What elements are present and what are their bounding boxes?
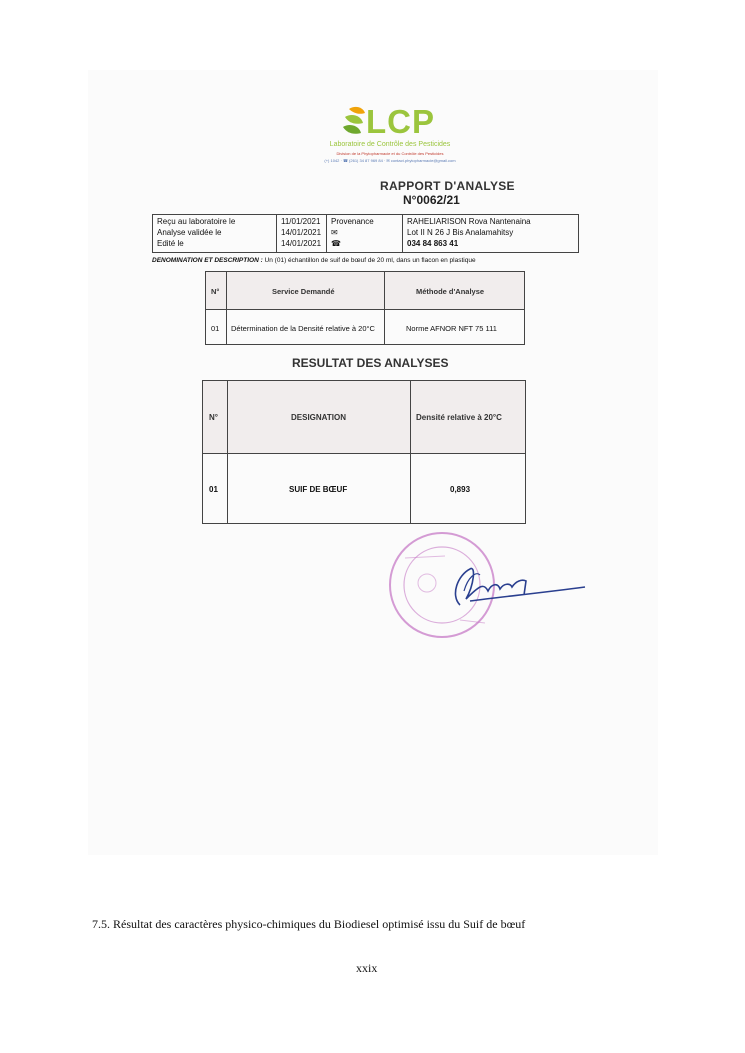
- info-dates: [277, 215, 327, 253]
- lab-division: Division de la Phytopharmacie et du Contrôle des Pesticides: [336, 151, 444, 156]
- table-divider: [226, 272, 227, 344]
- logo-letters: LCP: [366, 103, 435, 140]
- client-name: RAHELIARISON Rova Nantenaina: [407, 217, 531, 226]
- lcp-logo: [290, 103, 490, 165]
- services-table: [205, 271, 525, 345]
- report-title: RAPPORT D'ANALYSE: [380, 179, 515, 193]
- field-provenance: Provenance: [331, 217, 374, 226]
- page-number: xxix: [356, 961, 378, 975]
- table-divider: [410, 381, 411, 523]
- results-header-no: N°: [209, 413, 218, 422]
- label-edited: Edité le: [157, 239, 184, 248]
- services-header-service: Service Demandé: [272, 287, 335, 296]
- description-text: Un (01) échantillon de suif de bœuf de 20 ml, dans un flacon en plastique: [262, 257, 476, 264]
- report-number: N°0062/21: [403, 193, 460, 207]
- figure-caption: 7.5. Résultat des caractères physico-chimiques du Biodiesel optimisé issu du Suif de bœuf: [92, 917, 526, 931]
- services-header-method: Méthode d'Analyse: [416, 287, 485, 296]
- info-labels: [153, 215, 277, 253]
- results-header-designation: DESIGNATION: [291, 413, 346, 422]
- services-cell-method: Norme AFNOR NFT 75 111: [406, 324, 497, 333]
- date-validated: 14/01/2021: [281, 228, 322, 237]
- date-received: 11/01/2021: [281, 217, 321, 226]
- description: [152, 257, 476, 264]
- services-cell-service: Détermination de la Densité relative à 20°C: [231, 324, 375, 333]
- envelope-icon: ✉: [331, 228, 338, 237]
- lab-name: Laboratoire de Contrôle des Pesticides: [329, 141, 451, 148]
- table-divider: [384, 272, 385, 344]
- results-title: RESULTAT DES ANALYSES: [292, 356, 449, 370]
- lab-contact: (+) 1042 · ☎ (261) 34 87 969 84 · ✉ contact.phytopharmacie@gmail.com: [324, 158, 456, 163]
- info-fields: [327, 215, 403, 253]
- signature: [440, 555, 590, 615]
- table-divider: [227, 381, 228, 523]
- label-received: Reçu au laboratoire le: [157, 217, 236, 226]
- results-cell-density: 0,893: [450, 485, 471, 494]
- info-table: [152, 214, 579, 253]
- description-label: DENOMINATION ET DESCRIPTION :: [152, 257, 263, 264]
- services-cell-no: 01: [211, 324, 220, 333]
- client-phone: 034 84 863 41: [407, 239, 459, 248]
- results-cell-designation: SUIF DE BŒUF: [289, 485, 348, 494]
- client-address: Lot II N 26 J Bis Analamahitsy: [407, 228, 514, 237]
- services-header-no: N°: [211, 287, 220, 296]
- date-edited: 14/01/2021: [281, 239, 322, 248]
- results-header-density: Densité relative à 20°C: [416, 413, 502, 422]
- results-table: [202, 380, 526, 524]
- phone-icon: ☎: [331, 239, 341, 248]
- results-cell-no: 01: [209, 485, 218, 494]
- info-values: [403, 215, 578, 253]
- label-validated: Analyse validée le: [157, 228, 222, 237]
